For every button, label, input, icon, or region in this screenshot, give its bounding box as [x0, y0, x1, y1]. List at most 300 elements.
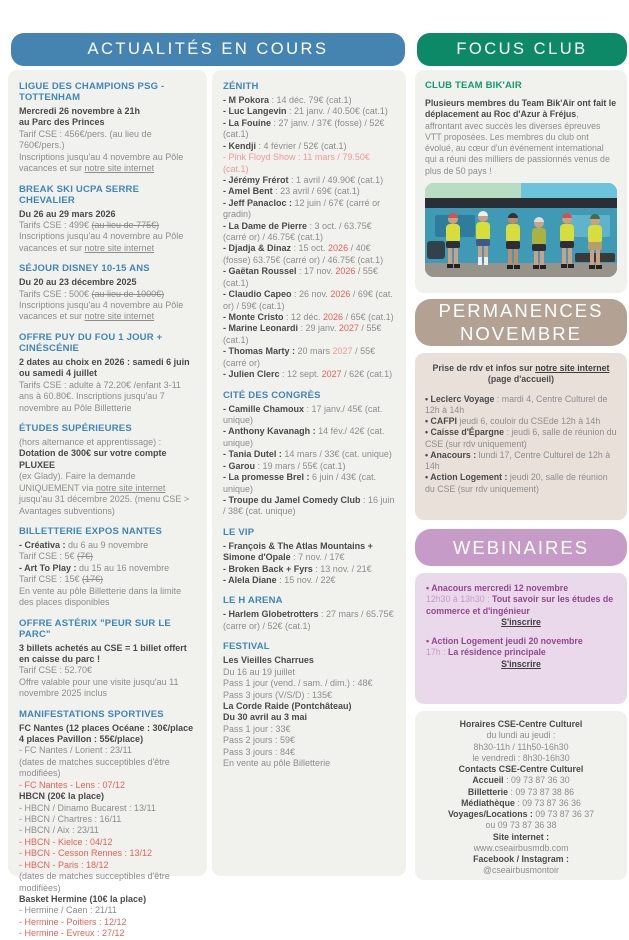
text-segment: - Tania Dutel : [223, 449, 282, 460]
text-segment: En vente au pôle Billetterie dans la limite des places disponibles [19, 585, 182, 608]
text-line [223, 369, 395, 380]
text-segment: - Harlem Globetrotters [223, 609, 319, 620]
text-segment: : 23 avril / 69€ (cat.1) [272, 186, 360, 197]
text-segment: : 26 nov. [291, 289, 331, 300]
text-segment: - Art To Play : [19, 562, 80, 573]
text-segment: (ex Glady). Faire la demande UNIQUEMENT via [19, 471, 136, 493]
text-segment: : 12 sept. [279, 369, 322, 380]
text-line [19, 905, 196, 916]
text-segment: : 09 73 87 36 36 [514, 797, 581, 808]
text-line [423, 854, 619, 865]
text-segment: - La Dame de Pierre [223, 220, 308, 231]
text-line [423, 820, 619, 831]
text-segment: - Alela Diane [223, 575, 277, 586]
text-segment: Pass 1 jour : 33€ [223, 723, 291, 734]
text-line [423, 865, 619, 876]
text-line [19, 357, 196, 380]
section-heading-ligue-des-champions: LIGUE DES CHAMPIONS PSG - TOTTENHAM [19, 81, 165, 103]
text-segment: jeudi 6, couloir du CSEde 12h à 14h [456, 416, 601, 426]
text-segment: Du 30 avril au 3 mai [223, 712, 308, 723]
text-line [223, 426, 395, 449]
text-line [19, 540, 196, 551]
text-segment: Voyages/Locations : [447, 809, 533, 819]
text-line [223, 312, 395, 323]
text-segment: Offre valable pour une visite jusqu'au 11 novembre 2025 inclus [19, 676, 179, 699]
text-line [19, 231, 196, 254]
text-segment: : 19 mars / 55€ (cat.1) [255, 460, 346, 471]
webinaires-panel [415, 573, 627, 704]
text-line [223, 141, 395, 152]
text-segment: / 40€ (fosse) 63.75€ (carré or) / 46.75€ (cat.1) [223, 243, 384, 265]
text-segment: Tarif CSE : 5€ [19, 551, 78, 562]
section-zenith [223, 81, 395, 381]
text-line [425, 450, 617, 473]
text-segment: - M Pokora [223, 95, 270, 105]
text-line [19, 129, 196, 152]
section-heading-festival: FESTIVAL [223, 641, 270, 653]
section-heading-etudes-superieures: ÉTUDES SUPÉRIEURES [19, 423, 132, 435]
text-segment: Médiathèque [461, 797, 515, 808]
text-segment: - Pink Floyd Show : 11 mars / 79.50€ (cat.1) [223, 152, 370, 174]
text-segment: 2027 [321, 369, 342, 380]
text-line [19, 380, 196, 414]
text-line [19, 220, 196, 231]
text-segment: (au lieu de 1000€) [91, 288, 165, 299]
text-segment: Mercredi 26 novembre à 21h [19, 106, 141, 116]
text-segment: - Luc Langevin [223, 106, 287, 117]
text-segment: - FC Nantes / Lorient : 23/11 [19, 745, 132, 756]
section-manifestations-sportives [19, 709, 196, 940]
text-line [425, 394, 617, 417]
text-segment: 2026 [323, 312, 344, 323]
text-segment: : 09 73 87 36 30 [503, 775, 570, 786]
text-segment: du lundi au jeudi : [486, 730, 556, 741]
section-heading-cite-des-congres: CITÉ DES CONGRÈS [223, 389, 321, 401]
text-line [19, 860, 196, 871]
section-heading-break-ski: BREAK SKI UCPA SERRE CHEVALIER [19, 183, 140, 206]
text-segment: • CAFPI [425, 416, 457, 426]
text-segment: - Jérémy Frérot [223, 174, 289, 185]
text-line [423, 809, 619, 820]
text-segment: 2027 [338, 323, 359, 334]
text-line [19, 586, 196, 609]
text-segment: La résidence principale [448, 647, 546, 658]
text-segment: : 09 73 87 38 86 [508, 786, 575, 797]
inline-link[interactable]: notre site internet [535, 363, 610, 373]
permanences-panel [415, 353, 627, 520]
text-segment: - HBCN / Chartres : 16/11 [19, 813, 122, 824]
text-segment: @cseairbusmontoir [483, 865, 559, 876]
text-segment: 6 juin / 43€ (cat. unique) [223, 472, 377, 494]
text-line [223, 175, 395, 186]
text-segment: : 27 janv. / 37€ (fosse) / 52€ (cat.1) [223, 117, 385, 140]
text-segment: (17€) [82, 574, 104, 585]
text-line [425, 427, 617, 450]
text-segment: / 69€ (cat. or) / 59€ (cat.1) [223, 289, 393, 311]
focus-club-heading: CLUB TEAM BIK'AIR [425, 80, 522, 91]
text-segment: - HBCN / Dinamo Bucarest : 13/11 [19, 802, 156, 813]
text-segment: (au lieu de 775€) [91, 219, 160, 230]
text-segment: Inscriptions jusqu'au 4 novembre au Pôle vacances et sur [19, 300, 184, 322]
text-segment: - Kendji [223, 140, 256, 151]
text-line [423, 832, 619, 843]
text-segment: HBCN (20€ la place) [19, 791, 105, 802]
section-le-h-arena [223, 595, 395, 632]
text-segment: - Garou [223, 460, 256, 471]
text-segment: Plusieurs membres du Team Bik'Air ont fait le déplacement au Roc d'Azur à Fréjus [425, 98, 617, 120]
text-line [223, 564, 395, 575]
text-segment: - HBCN - Paris : 18/12 [19, 859, 109, 870]
section-heading-le-h-arena: LE H ARENA [223, 595, 283, 607]
text-segment: - Broken Back + Fyrs [223, 563, 313, 574]
team-photo [425, 183, 617, 282]
text-segment: : 7 nov. / 17€ [290, 552, 345, 563]
text-segment: Tarif CSE : 52.70€ [19, 665, 93, 676]
text-line [223, 198, 395, 221]
text-segment: (dates de matches succeptibles d'être modifiées) [19, 756, 170, 779]
text-segment: 14 fév./ 42€ (cat. unique) [223, 426, 385, 448]
text-segment: (7€) [77, 551, 94, 562]
text-segment: : 13 nov. / 21€ [312, 563, 372, 574]
section-puy-du-fou [19, 332, 196, 414]
inline-link[interactable]: notre site internet [95, 482, 166, 493]
text-segment: Horaires CSE-Centre Culturel [459, 719, 583, 729]
text-segment: www.cseairbusmdb.com [473, 842, 569, 853]
webinaires-header [415, 529, 627, 566]
text-segment: • Caisse d'Épargne [425, 427, 504, 438]
text-segment: - FC Nantes - Lens : 07/12 [19, 779, 126, 790]
section-heading-le-vip: LE VIP [223, 526, 255, 538]
permanences-title-line2: NOVEMBRE [460, 322, 582, 344]
section-header-actualites: ACTUALITÉS EN COURS [11, 33, 405, 66]
text-segment: - Amel Bent [223, 186, 273, 197]
text-line [19, 117, 196, 128]
text-segment: - HBCN / Aix : 23/11 [19, 825, 99, 836]
text-segment: - Créativa : [19, 539, 69, 550]
text-segment: • Anacours mercredi 12 novembre [426, 583, 569, 593]
text-line [19, 780, 196, 791]
text-line [426, 636, 616, 647]
text-line [423, 719, 619, 730]
text-segment: / 55€ (cat.1) [223, 323, 382, 345]
section-offre-asterix [19, 618, 196, 700]
text-segment: Du 20 au 23 décembre 2025 [19, 277, 137, 288]
text-line [223, 404, 395, 427]
text-line [426, 647, 616, 658]
text-segment: , affrontant avec succès les diverses épreuves VTT proposées. Les membres du club ont évolué, au cœur d'un événement international qui a réuni des milliers de passionnés venus de plus de 50 pays ! [425, 109, 610, 176]
text-line [223, 678, 395, 689]
text-segment: - HBCN - Cesson Rennes : 13/12 [19, 848, 153, 859]
text-line [223, 747, 395, 758]
text-segment: : 3 oct. / 63.75€ (carré or) / 46.75€ (cat.1) [223, 220, 372, 243]
text-segment: Billetterie [467, 786, 509, 797]
text-line [19, 677, 196, 700]
text-line [19, 289, 196, 300]
text-segment: Site internet : [492, 831, 550, 842]
text-line [19, 563, 196, 574]
text-segment: ou 09 73 87 36 38 [485, 820, 557, 831]
text-segment: Pass 1 jour (vend. / sam. / dim.) : 48€ [223, 678, 373, 689]
text-line [426, 594, 616, 617]
text-segment: - HBCN - Kielce : 04/12 [19, 836, 113, 847]
text-segment: : jeudi 6, salle de réunion du CSE (sur rdv uniquement) [425, 427, 617, 449]
text-segment: Tarif CSE : 15€ [19, 574, 83, 585]
inline-link[interactable]: S'inscrire [501, 616, 541, 627]
text-line [223, 106, 395, 117]
text-segment: - Jeff Panacloc : [223, 197, 293, 208]
text-segment: du 15 au 16 novembre [79, 562, 170, 573]
text-line [19, 574, 196, 585]
text-segment: Tarif CSE : 456€/pers. (au lieu de 760€/pers.) [19, 128, 152, 151]
text-segment: Tarifs CSE : 499€ [19, 219, 92, 230]
text-line [426, 617, 616, 628]
text-segment: : 15 nov. / 22€ [276, 575, 336, 586]
text-segment: Du 16 au 19 juillet [223, 666, 296, 677]
text-line [19, 871, 196, 894]
text-line [19, 448, 196, 471]
text-segment: Du 26 au 29 mars 2026 [19, 208, 116, 219]
section-heading-manifestations-sportives: MANIFESTATIONS SPORTIVES [19, 708, 164, 720]
text-segment: / 62€ (cat.1) [341, 369, 393, 380]
text-segment: 8h30-11h / 11h50-16h30 [473, 741, 569, 752]
text-line [223, 712, 395, 723]
text-line [423, 753, 619, 764]
text-line [423, 775, 619, 786]
text-segment: - François & The Atlas Mountains + Simone d'Opale [223, 540, 373, 563]
text-segment: (dates de matches succeptibles d'être modifiées) [19, 871, 170, 893]
text-segment: Accueil [472, 775, 504, 786]
text-segment: 2026 [335, 266, 356, 277]
text-segment: - Anthony Kavanagh : [223, 426, 316, 437]
section-heading-puy-du-fou: OFFRE PUY DU FOU 1 JOUR + CINÉSCÉNIE [19, 331, 163, 354]
text-segment: / 55€ (cat.1) [223, 266, 378, 288]
text-segment: 2027 [332, 346, 353, 357]
text-segment: • Action Logement : [425, 472, 508, 483]
text-segment: Dotation de 300€ sur votre compte PLUXEE [19, 448, 167, 470]
text-segment: Pass 3 jours : 84€ [223, 746, 296, 757]
section-festival [223, 641, 395, 769]
text-line [426, 583, 616, 594]
permanences-header [415, 299, 627, 346]
text-line [223, 449, 395, 460]
text-line [223, 95, 395, 106]
text-segment: - Monte Cristo [223, 312, 284, 323]
text-segment: Facebook / Instagram : [473, 854, 569, 864]
text-line [19, 665, 196, 676]
text-line [425, 363, 617, 374]
text-segment: : 14 déc. 79€ (cat.1) [269, 95, 352, 105]
text-segment: Inscriptions jusqu'au 4 novembre au Pôle vacances et sur [19, 231, 184, 253]
text-line [426, 659, 616, 670]
text-segment: Prise de rdv et infos sur [432, 363, 536, 373]
text-line [19, 300, 196, 323]
text-line [223, 609, 395, 632]
text-line [19, 894, 196, 905]
text-line [223, 575, 395, 586]
focus-club-panel [415, 70, 627, 293]
text-segment: • Leclerc Voyage [425, 393, 495, 404]
text-line [19, 643, 196, 666]
section-heading-billetterie-expos: BILLETTERIE EXPOS NANTES [19, 525, 163, 537]
text-segment: : 17 janv./ 45€ (cat. unique) [223, 403, 383, 425]
text-segment: - Thomas Marty : [223, 346, 296, 357]
text-line [425, 98, 617, 177]
team-photo-image [425, 183, 617, 277]
text-segment: : 16 juin / 38€ (cat. unique) [223, 494, 395, 517]
text-segment: - Camille Chamoux [223, 403, 305, 414]
text-line [19, 106, 196, 117]
inline-link[interactable]: notre site internet [84, 242, 155, 253]
text-line [423, 730, 619, 741]
text-segment: Pass 3 jours (V/S/D) : 135€ [223, 689, 333, 700]
section-le-vip [223, 527, 395, 587]
text-line [19, 437, 196, 448]
text-line [19, 152, 196, 175]
section-cite-des-congres [223, 390, 395, 518]
text-segment: La Corde Raide (Pontchâteau) [223, 700, 352, 711]
text-line [423, 843, 619, 854]
text-segment: jusqu'au 31 décembre 2025. (menu CSE > Avantages subventions) [19, 494, 190, 516]
text-line [223, 152, 395, 175]
section-header-focus-club: FOCUS CLUB [417, 33, 627, 66]
text-line [223, 243, 395, 266]
text-line [19, 928, 196, 939]
text-segment: / 65€ (cat.1) [343, 312, 394, 323]
text-line [19, 723, 196, 746]
text-segment: En vente au pôle Billetterie [223, 758, 331, 769]
text-line [423, 787, 619, 798]
text-segment: Pass 2 jours : 59€ [223, 735, 296, 746]
text-segment: du 6 au 9 novembre [68, 539, 149, 550]
permanences-title-line1: PERMANENCES [438, 299, 604, 321]
text-line [19, 277, 196, 288]
text-line [223, 758, 395, 769]
section-heading-sejour-disney: SÉJOUR DISNEY 10-15 ANS [19, 263, 150, 275]
text-segment: FC Nantes (12 places Océane : 30€/place 4 places Pavillon : 55€/place) [19, 722, 194, 745]
text-line [19, 209, 196, 220]
text-segment: : 27 mars / 65.75€ (carre or) / 52€ (cat.1) [223, 609, 394, 631]
text-segment: 2 dates au choix en 2026 : samedi 6 juin ou samedi 4 juillet [19, 356, 190, 379]
text-segment: 20 mars [295, 346, 333, 357]
text-segment: : 29 janv. [298, 323, 339, 334]
inline-link[interactable]: S'inscrire [501, 658, 541, 669]
text-segment: : 17 nov. [296, 266, 336, 277]
text-line [19, 803, 196, 814]
text-segment: lundi 17, Centre Culturel de 12h à 14h [425, 449, 611, 471]
text-segment: Tarifs CSE : 500€ [19, 288, 92, 299]
text-segment: 09 73 87 36 37 [532, 809, 595, 819]
text-segment: jeudi 20, salle de réunion du CSE (sur rdv uniquement) [425, 472, 608, 494]
text-line [223, 221, 395, 244]
text-line [223, 472, 395, 495]
text-line [19, 848, 196, 859]
text-line [19, 745, 196, 756]
text-segment: Inscriptions jusqu'au 4 novembre au Pôle vacances et sur [19, 151, 184, 174]
webinaires-title: WEBINAIRES [452, 536, 590, 558]
text-line [19, 471, 196, 517]
section-ligue-des-champions [19, 81, 196, 175]
text-segment: - Hermine - Poitiers : 12/12 [19, 916, 127, 927]
text-segment: - Djadja & Dinaz [223, 243, 292, 254]
text-segment: 14 mars / 33€ (cat. unique) [281, 449, 392, 460]
text-line [223, 495, 395, 518]
section-etudes-superieures [19, 423, 196, 517]
text-segment: : 1 avril / 49.90€ (cat.1) [288, 174, 384, 185]
text-line [223, 724, 395, 735]
text-segment: • Anacours : [425, 449, 477, 460]
text-line [19, 814, 196, 825]
section-heading-offre-asterix: OFFRE ASTÉRIX "PEUR SUR LE PARC" [19, 617, 171, 640]
section-billetterie-expos [19, 526, 196, 609]
text-line [19, 551, 196, 562]
text-line [223, 667, 395, 678]
text-line [223, 266, 395, 289]
text-line [223, 346, 395, 369]
text-line [223, 289, 395, 312]
text-line [425, 472, 617, 495]
text-segment: - Hermine / Caen : 21/11 [19, 905, 117, 916]
text-line [19, 837, 196, 848]
text-segment: Les Vieilles Charrues [223, 655, 314, 666]
text-segment: - La promesse Brel : [223, 472, 310, 483]
text-line [19, 825, 196, 836]
text-line [423, 798, 619, 809]
text-segment: (page d'accueil) [487, 374, 555, 385]
inline-link[interactable]: notre site internet [84, 311, 155, 322]
text-line [19, 791, 196, 802]
contact-info-panel [415, 711, 627, 880]
text-line [423, 764, 619, 775]
text-segment: 12 juin / 67€ (carré or gradin) [223, 197, 381, 220]
text-line [223, 690, 395, 701]
focus-club-text [425, 98, 617, 177]
text-line [19, 917, 196, 928]
text-segment: : 15 oct. [291, 243, 329, 254]
section-sejour-disney [19, 263, 196, 323]
text-segment: Tout savoir sur les études de commerce et d'ingénieur [426, 594, 614, 616]
text-segment: - Marine Leonardi [223, 323, 299, 334]
text-line [223, 701, 395, 712]
text-line [223, 655, 395, 666]
inline-link[interactable]: notre site internet [84, 163, 155, 174]
text-segment: au Parc des Princes [19, 117, 105, 128]
text-line [425, 416, 617, 427]
text-segment: le vendredi : 8h30-16h30 [472, 752, 570, 763]
text-line [223, 118, 395, 141]
text-segment: - Hermine - Evreux : 27/12 [19, 928, 125, 939]
section-break-ski [19, 184, 196, 255]
text-segment: • Action Logement jeudi 20 novembre [426, 636, 583, 646]
text-segment: Tarifs CSE : adulte à 72.20€ /enfant 3-11 ans à 60.80€. Inscriptions jusqu'au 7 novembre au Pôle Billetterie [19, 379, 181, 413]
text-line [223, 186, 395, 197]
text-segment: 3 billets achetés au CSE = 1 billet offert en caisse du parc ! [19, 642, 187, 664]
text-segment: Basket Hermine (10€ la place) [19, 893, 147, 904]
text-segment: 2026 [328, 243, 349, 254]
text-segment: Contacts CSE-Centre Culturel [458, 764, 584, 774]
text-segment: 2026 [330, 289, 351, 300]
news-column-left [8, 70, 207, 939]
text-segment: : 21 janv. / 40.50€ (cat.1) [286, 106, 388, 117]
text-segment: - Gaëtan Roussel [223, 266, 297, 277]
text-segment: - Julien Clerc [223, 369, 280, 380]
text-segment: / 55€ (carré or) [223, 346, 376, 368]
text-segment: (hors alternance et apprentissage) : [19, 437, 162, 448]
text-segment: - Claudio Capeo [223, 289, 292, 300]
text-segment: - Troupe du Jamel Comedy Club [223, 494, 361, 505]
text-segment: 17h : [426, 647, 449, 658]
text-line [19, 757, 196, 780]
text-line [223, 323, 395, 346]
